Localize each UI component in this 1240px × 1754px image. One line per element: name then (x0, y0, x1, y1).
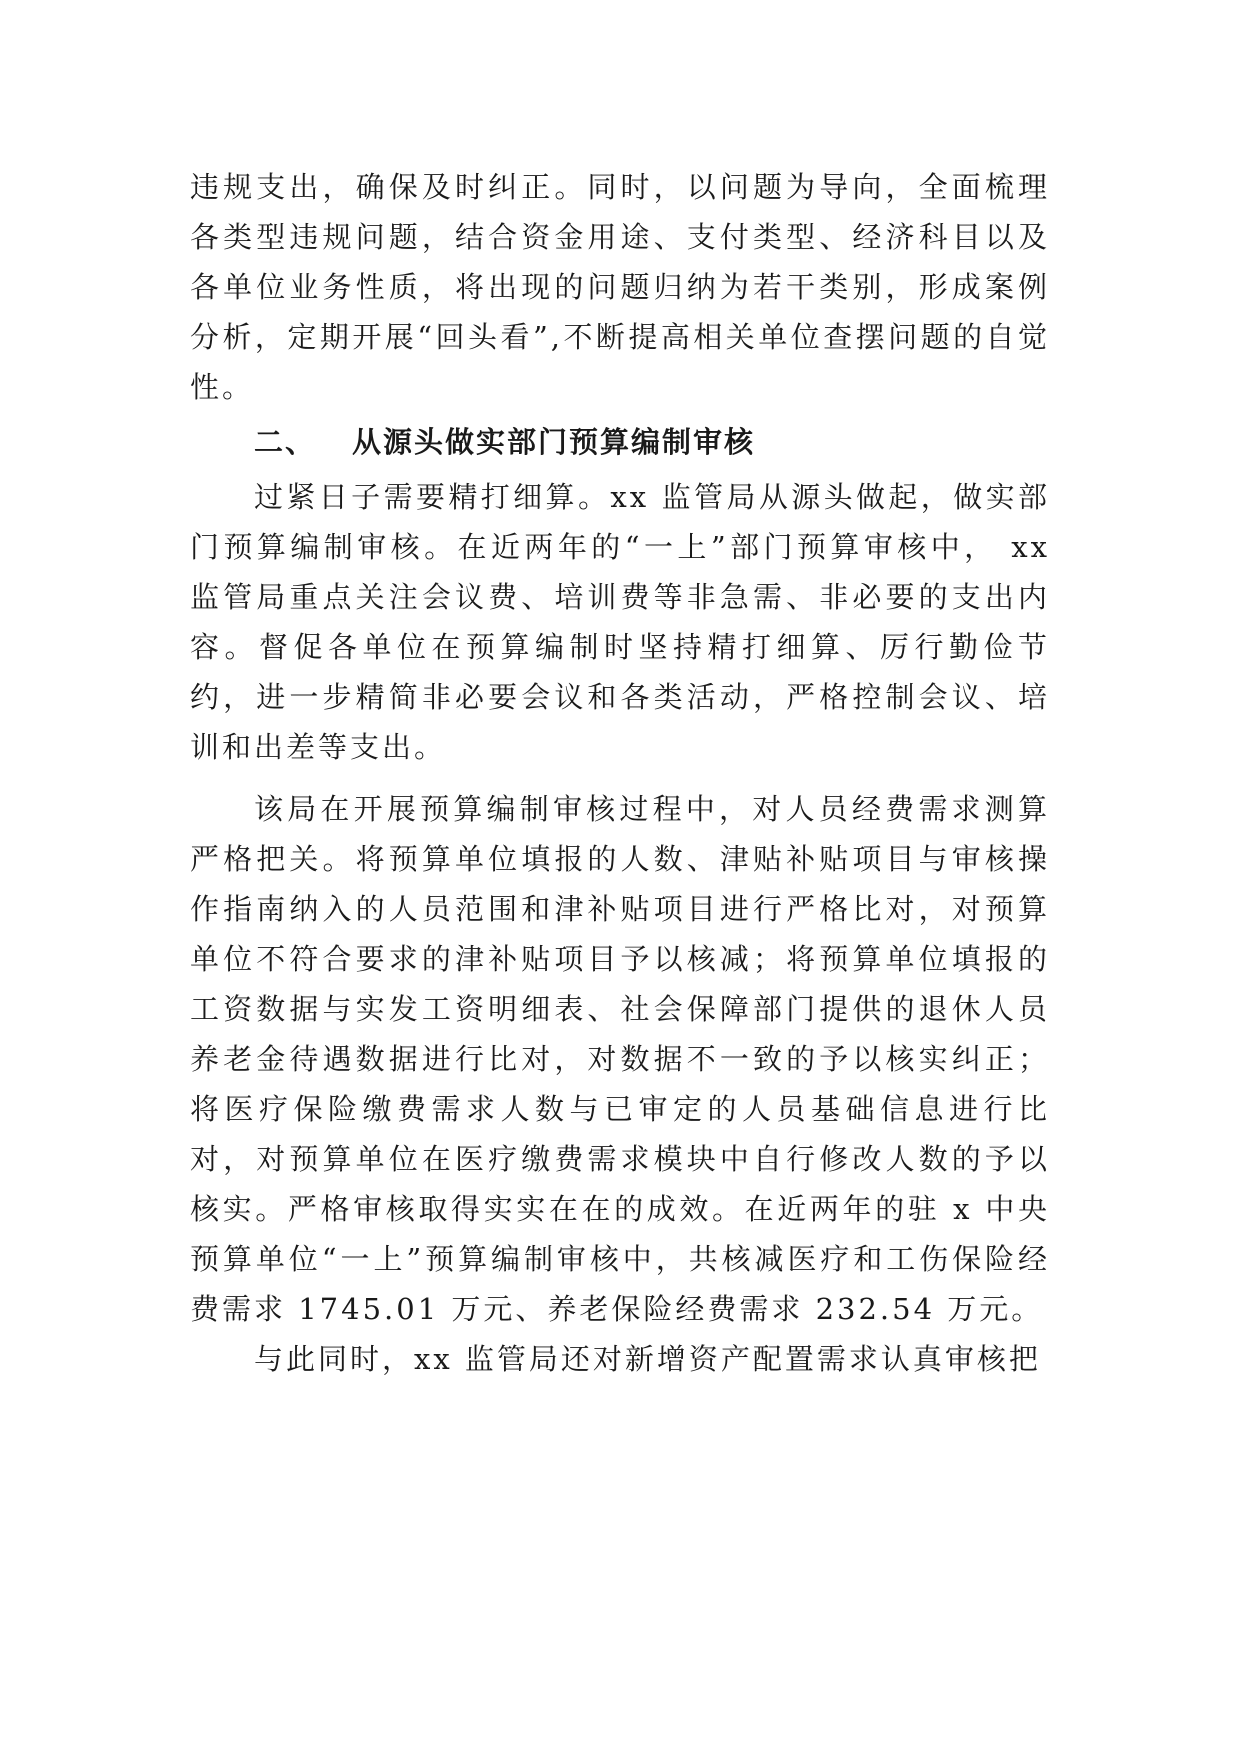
section-number: 二、 (254, 425, 317, 459)
paragraph-continued: 违规支出，确保及时纠正。同时，以问题为导向，全面梳理各类型违规问题，结合资金用途、支付类型、经济科目以及各单位业务性质，将出现的问题归纳为若干类别，形成案例分析，定期开展“回头看”,不断提高相关单位查摆问题的自觉性。 (190, 170, 1050, 404)
paragraph-budget-review: 过紧日子需要精打细算。xx 监管局从源头做起，做实部门预算编制审核。在近两年的“一上”部门预算审核中， xx 监管局重点关注会议费、培训费等非急需、非必要的支出内容。督促各单位在预算编制时坚持精打细算、厉行勤俭节约，进一步精简非必要会议和各类活动，严格控制会议、培训和出差等支出。 (190, 480, 1050, 764)
paragraph-personnel-funding: 该局在开展预算编制审核过程中，对人员经费需求测算严格把关。将预算单位填报的人数、津贴补贴项目与审核操作指南纳入的人员范围和津补贴项目进行严格比对，对预算单位不符合要求的津补贴项目予以核减；将预算单位填报的工资数据与实发工资明细表、社会保障部门提供的退休人员养老金待遇数据进行比对，对数据不一致的予以核实纠正；将医疗保险缴费需求人数与已审定的人员基础信息进行比对，对预算单位在医疗缴费需求模块中自行修改人数的予以核实。严格审核取得实实在在的成效。在近两年的驻 x 中央预算单位“一上”预算编制审核中，共核减医疗和工伤保险经费需求 1745.01 万元、养老保险经费需求 232.54 万元。 (190, 792, 1050, 1326)
section-title: 从源头做实部门预算编制审核 (352, 425, 756, 459)
paragraph-asset-configuration: 与此同时，xx 监管局还对新增资产配置需求认真审核把 (254, 1342, 1041, 1376)
section-heading (190, 412, 1050, 472)
document-body (190, 162, 1050, 1384)
